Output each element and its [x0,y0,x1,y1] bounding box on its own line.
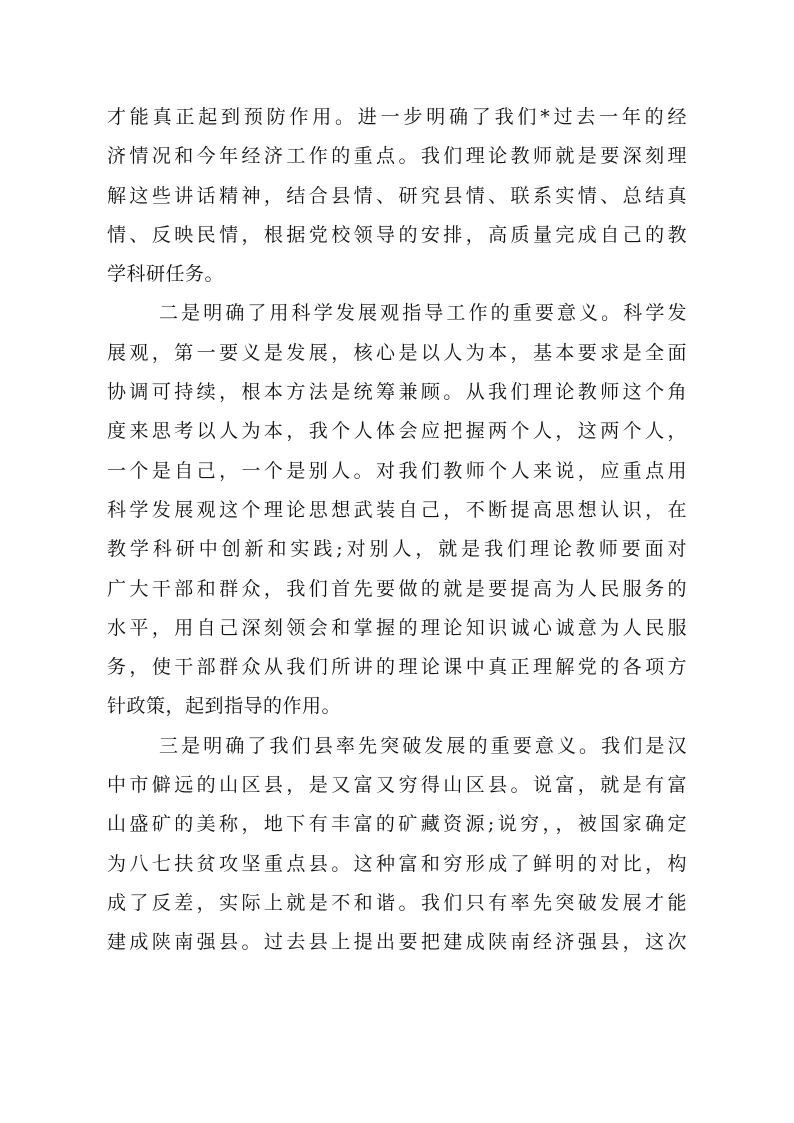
text-line: 成了反差，实际上就是不和谐。我们只有率先突破发展才能 [107,891,687,914]
text-line: 情、反映民情，根据党校领导的安排，高质量完成自己的教 [107,223,687,246]
text-line: 度来思考以人为本，我个人体会应把握两个人，这两个人， [107,420,687,443]
text-line: 建成陕南强县。过去县上提出要把建成陕南经济强县，这次 [107,931,687,954]
text-line: 协调可持续，根本方法是统筹兼顾。从我们理论教师这个角 [107,381,687,404]
text-line: 务，使干部群众从我们所讲的理论课中真正理解党的各项方 [107,656,687,679]
text-line: 解这些讲话精神，结合县情、研究县情、联系实情、总结真 [107,184,687,207]
text-line: 水平，用自己深刻领会和掌握的理论知识诚心诚意为人民服 [107,616,687,639]
text-line: 针政策，起到指导的作用。 [107,695,342,718]
text-line: 广大干部和群众，我们首先要做的就是要提高为人民服务的 [107,577,687,600]
text-line: 科学发展观这个理论思想武装自己，不断提高思想认识，在 [107,498,687,521]
text-line: 学科研任务。 [107,263,225,286]
document-body [107,98,687,963]
text-line: 一个是自己，一个是别人。对我们教师个人来说，应重点用 [107,459,687,482]
text-line: 中市僻远的山区县，是又富又穷得山区县。说富，就是有富 [107,774,687,797]
text-line: 才能真正起到预防作用。进一步明确了我们*过去一年的经 [107,106,687,128]
text-line: 山盛矿的美称，地下有丰富的矿藏资源;说穷，，被国家确定 [107,813,687,836]
text-line: 二是明确了用科学发展观指导工作的重要意义。科学发 [159,302,687,325]
text-line: 展观，第一要义是发展，核心是以人为本，基本要求是全面 [107,341,687,364]
text-line: 教学科研中创新和实践;对别人，就是我们理论教师要面对 [107,538,687,561]
text-line: 为八七扶贫攻坚重点县。这种富和穷形成了鲜明的对比，构 [107,852,687,875]
text-line: 三是明确了我们县率先突破发展的重要意义。我们是汉 [159,734,687,757]
text-line: 济情况和今年经济工作的重点。我们理论教师就是要深刻理 [107,145,687,168]
